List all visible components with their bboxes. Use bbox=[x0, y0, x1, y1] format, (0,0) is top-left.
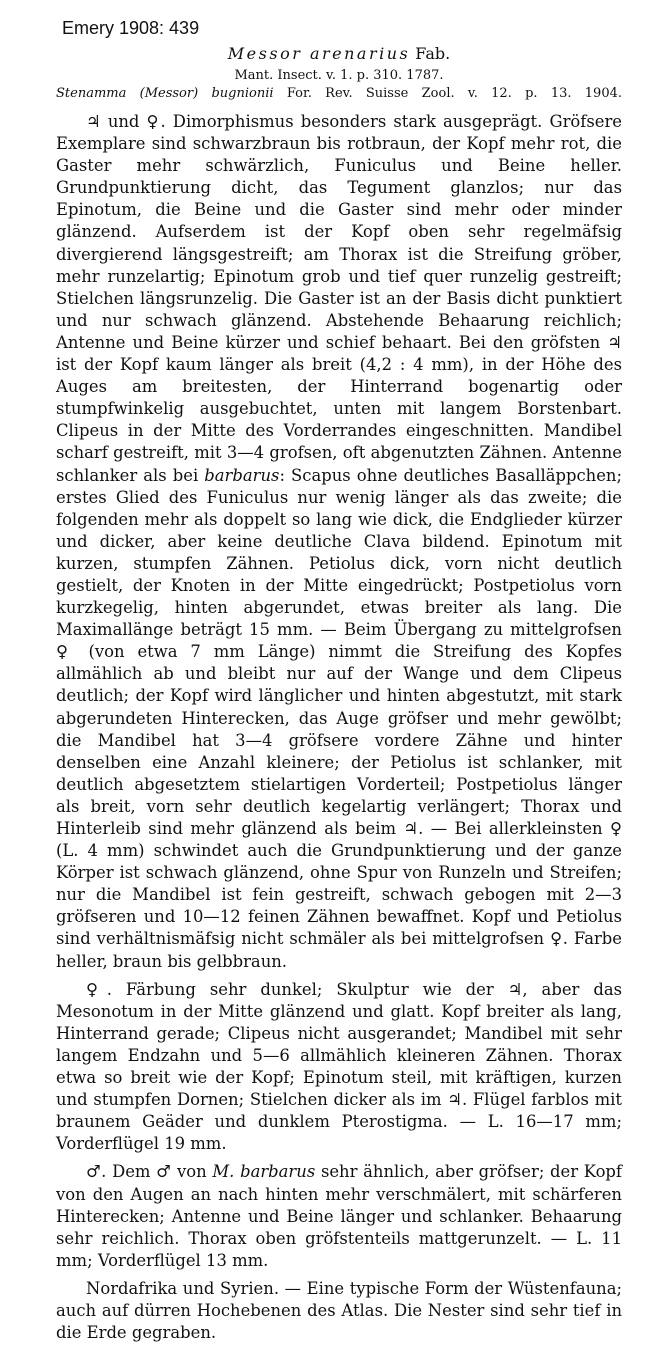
synonym-reference bbox=[56, 85, 622, 103]
document-page bbox=[56, 44, 622, 1350]
male-text-1: ♂. Dem ♂ von bbox=[86, 1162, 213, 1182]
male-text-2: sehr ähnlich, aber gröfser; der Kopf von den Augen an nach hinten mehr verschmälert, mit schärferen Hinterecken; Antenne und Beine länger und schlanker. Behaarung sehr reichlich. Thorax oben gröfstenteils mattgerunzelt. — L. 11 mm; Vorderflügel 13 mm. bbox=[56, 1162, 622, 1270]
original-reference: Mant. Insect. v. 1. p. 310. 1787. bbox=[234, 68, 444, 83]
citation-label: Emery 1908: 439 bbox=[62, 18, 200, 38]
worker-species-ref: barbarus bbox=[204, 465, 280, 485]
male-species-ref: M. barbarus bbox=[212, 1162, 316, 1182]
species-title bbox=[56, 44, 622, 64]
synonym-citation: For. Rev. Suisse Zool. v. 12. p. 13. 1904. bbox=[273, 86, 622, 101]
species-name: Messor arenarius bbox=[227, 44, 411, 63]
male-description bbox=[56, 1161, 622, 1271]
queen-description: ♀. Färbung sehr dunkel; Skulptur wie der ♃, aber das Mesonotum in der Mitte glänzend und glatt. Kopf breiter als lang, Hinterrand gerade; Clipeus nicht ausgerandet; Mandibel mit sehr langem Endzahn und 5—6 allmählich kleineren Zähnen. Thorax etwa so breit wie der Kopf; Epinotum steil, mit kräftigen, kurzen und stumpfen Dornen; Stielchen dicker als im ♃. Flügel farblos mit braunem Geäder und dunklem Pterostigma. — L. 16—17 mm; Vorderflügel 19 mm. bbox=[56, 979, 622, 1154]
worker-text-1: ♃ und ♀. Dimorphismus besonders stark ausgeprägt. Gröfsere Exemplare sind schwarzbraun bis rotbraun, der Kopf mehr rot, die Gaster mehr schwärzlich, Funiculus und Beine heller. Grundpunktierung dicht, das Tegument glanzlos; nur das Epinotum, die Beine und die Gaster sind mehr oder minder glänzend. Aufserdem ist der Kopf oben sehr regelmäfsig divergierend längsgestreift; am Thorax ist die Streifung gröber, mehr runzelartig; Epinotum grob und tief quer runzelig gestreift; Stielchen längsrunzelig. Die Gaster ist an der Basis dicht punktiert und nur schwach glänzend. Abstehende Behaarung reichlich; Antenne und Beine kürzer und schief behaart. Bei den gröfsten ♃ ist der Kopf kaum länger als breit (4,2 : 4 mm), in der Höhe des Auges am breitesten, der Hinterrand bogenartig oder stumpfwinkelig ausgebuchtet, unten mit langem Borstenbart. Clipeus in der Mitte des Vorderrandes eingeschnitten. Mandibel scharf gestreift, mit 3—4 grofsen, oft abgenutzten Zähnen. Antenne schlanker als bei bbox=[56, 112, 622, 485]
worker-text-2: : Scapus ohne deutliches Basalläppchen; erstes Glied des Funiculus nur wenig länger als das zweite; die folgenden mehr als doppelt so lang wie dick, die Endglieder kürzer und dicker, aber keine deutliche Clava bildend. Epinotum mit kurzen, stumpfen Zähnen. Petiolus dick, vorn nicht deutlich gestielt, der Knoten in der Mitte eingedrückt; Postpetiolus vorn kurzkegelig, hinten abgerundet, etwas breiter als lang. Die Maximallänge beträgt 15 mm. — Beim Übergang zu mittelgrofsen ♀ (von etwa 7 mm Länge) nimmt die Streifung des Kopfes allmählich ab und bleibt nur auf der Wange und dem Clipeus deutlich; der Kopf wird länglicher und hinten abgestutzt, mit stark abgerundeten Hinterecken, das Auge gröfser und mehr gewölbt; die Mandibel hat 3—4 gröfsere vordere Zähne und hinter denselben eine Anzahl kleinere; der Petiolus ist schlanker, mit deutlich abgesetztem stielartigen Vorderteil; Postpetiolus länger als breit, vorn sehr deutlich kegelartig verlängert; Thorax und Hinterleib sind mehr glänzend als beim ♃. — Bei allerkleinsten ♀ (L. 4 mm) schwindet auch die Grundpunktierung und der ganze Körper ist schwach glänzend, ohne Spur von Runzeln und Streifen; nur die Mandibel ist fein gestreift, schwach gebogen mit 2—3 gröfseren und 10—12 feinen Zähnen bewaffnet. Kopf und Petiolus sind verhältnismäfsig nicht schmäler als bei mittelgrofsen ♀. Farbe heller, braun bis gelbbraun. bbox=[56, 465, 622, 971]
distribution-note: Nordafrika und Syrien. — Eine typische Form der Wüstenfauna; auch auf dürren Hochebenen des Atlas. Die Nester sind sehr tief in die Erde gegraben. bbox=[56, 1278, 622, 1343]
worker-description bbox=[56, 111, 622, 973]
synonym-name: Stenamma (Messor) bugnionii bbox=[56, 86, 274, 101]
species-author: Fab. bbox=[410, 44, 451, 63]
